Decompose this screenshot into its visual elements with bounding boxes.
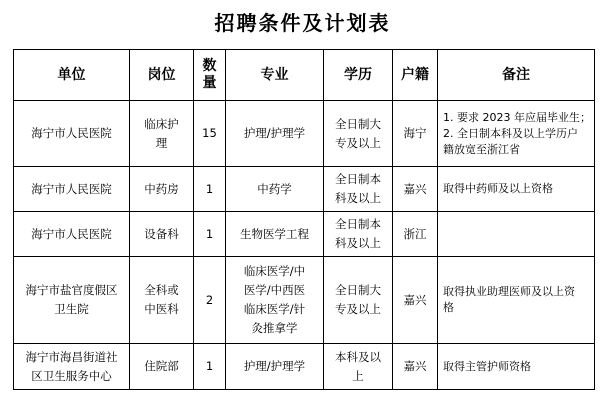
cell-line: 海宁市海昌街道社 (25, 349, 118, 364)
cell-line: 籍放宽至浙江省 (443, 142, 520, 156)
cell-education (324, 101, 393, 167)
table-row (14, 212, 595, 257)
cell-education (324, 212, 393, 257)
cell-unit: 海宁市人民医院 (14, 212, 130, 257)
cell-remarks: 取得中药师及以上资格 (438, 167, 595, 212)
cell-line: 1. 要求 2023 年应届毕业生； (443, 110, 591, 124)
table-row (14, 257, 595, 344)
cell-hukou: 嘉兴 (393, 344, 438, 390)
cell-post (130, 101, 194, 167)
cell-hukou: 嘉兴 (393, 167, 438, 212)
cell-count: 1 (194, 167, 226, 212)
header-major: 专业 (226, 50, 324, 101)
cell-major: 护理/护理学 (226, 344, 324, 390)
cell-line: 专及以上 (335, 135, 381, 150)
cell-major (226, 257, 324, 344)
cell-count: 15 (194, 101, 226, 167)
cell-unit: 海宁市人民医院 (14, 167, 130, 212)
cell-hukou: 嘉兴 (393, 257, 438, 344)
header-hukou: 户籍 (393, 50, 438, 101)
cell-post: 中药房 (130, 167, 194, 212)
cell-unit: 海宁市人民医院 (14, 101, 130, 167)
cell-post (130, 257, 194, 344)
cell-line: 理 (155, 135, 168, 150)
cell-line: 区卫生服务中心 (31, 368, 112, 383)
cell-unit (14, 257, 130, 344)
cell-line: 全科或 (144, 283, 179, 297)
cell-education (324, 167, 393, 212)
cell-count: 2 (194, 257, 226, 344)
cell-remarks (438, 257, 595, 344)
header-count-line: 数 (202, 58, 217, 74)
cell-major: 中药学 (226, 167, 324, 212)
recruitment-table (13, 49, 595, 390)
cell-education (324, 257, 393, 344)
header-count-line: 量 (202, 75, 217, 91)
cell-count: 1 (194, 212, 226, 257)
cell-line: 取得执业助理医师及以上资 (443, 285, 575, 298)
cell-line: 临床医学/针 (243, 302, 306, 316)
table-row (14, 167, 595, 212)
cell-post: 住院部 (130, 344, 194, 390)
cell-line: 灸推拿学 (251, 321, 298, 335)
cell-remarks (438, 212, 595, 257)
cell-line: 临床护 (144, 116, 179, 131)
cell-line: 全日制本 (335, 172, 381, 186)
cell-hukou: 海宁 (393, 101, 438, 167)
cell-line: 上 (352, 368, 364, 383)
cell-line: 全日制本 (335, 217, 381, 231)
cell-education (324, 344, 393, 390)
table-row (14, 344, 595, 390)
cell-major: 生物医学工程 (226, 212, 324, 257)
header-count (194, 50, 226, 101)
cell-line: 全日制大 (335, 116, 381, 131)
cell-line: 专及以上 (335, 302, 381, 316)
header-unit: 单位 (14, 50, 130, 101)
header-post: 岗位 (130, 50, 194, 101)
cell-line: 海宁市盐官度假区 (25, 283, 118, 297)
cell-line: 本科及以 (335, 349, 381, 364)
cell-remarks (438, 101, 595, 167)
cell-hukou: 浙江 (393, 212, 438, 257)
cell-line: 格 (443, 301, 454, 314)
cell-major: 护理/护理学 (226, 101, 324, 167)
cell-post: 设备科 (130, 212, 194, 257)
cell-line: 2. 全日制本科及以上学历户 (443, 126, 578, 140)
cell-count: 1 (194, 344, 226, 390)
page-title: 招聘条件及计划表 (214, 11, 391, 35)
cell-line: 科及以上 (335, 236, 381, 250)
cell-line: 科及以上 (335, 191, 381, 205)
cell-line: 卫生院 (54, 302, 89, 316)
cell-unit (14, 344, 130, 390)
table-row (14, 101, 595, 167)
cell-line: 临床医学/中 (243, 264, 306, 278)
header-remarks: 备注 (438, 50, 595, 101)
header-education: 学历 (324, 50, 393, 101)
cell-line: 中医科 (144, 302, 179, 316)
cell-line: 医学/中西医 (243, 283, 306, 297)
cell-line: 全日制大 (335, 283, 381, 297)
cell-remarks: 取得主管护师资格 (438, 344, 595, 390)
table-header-row (14, 50, 595, 101)
